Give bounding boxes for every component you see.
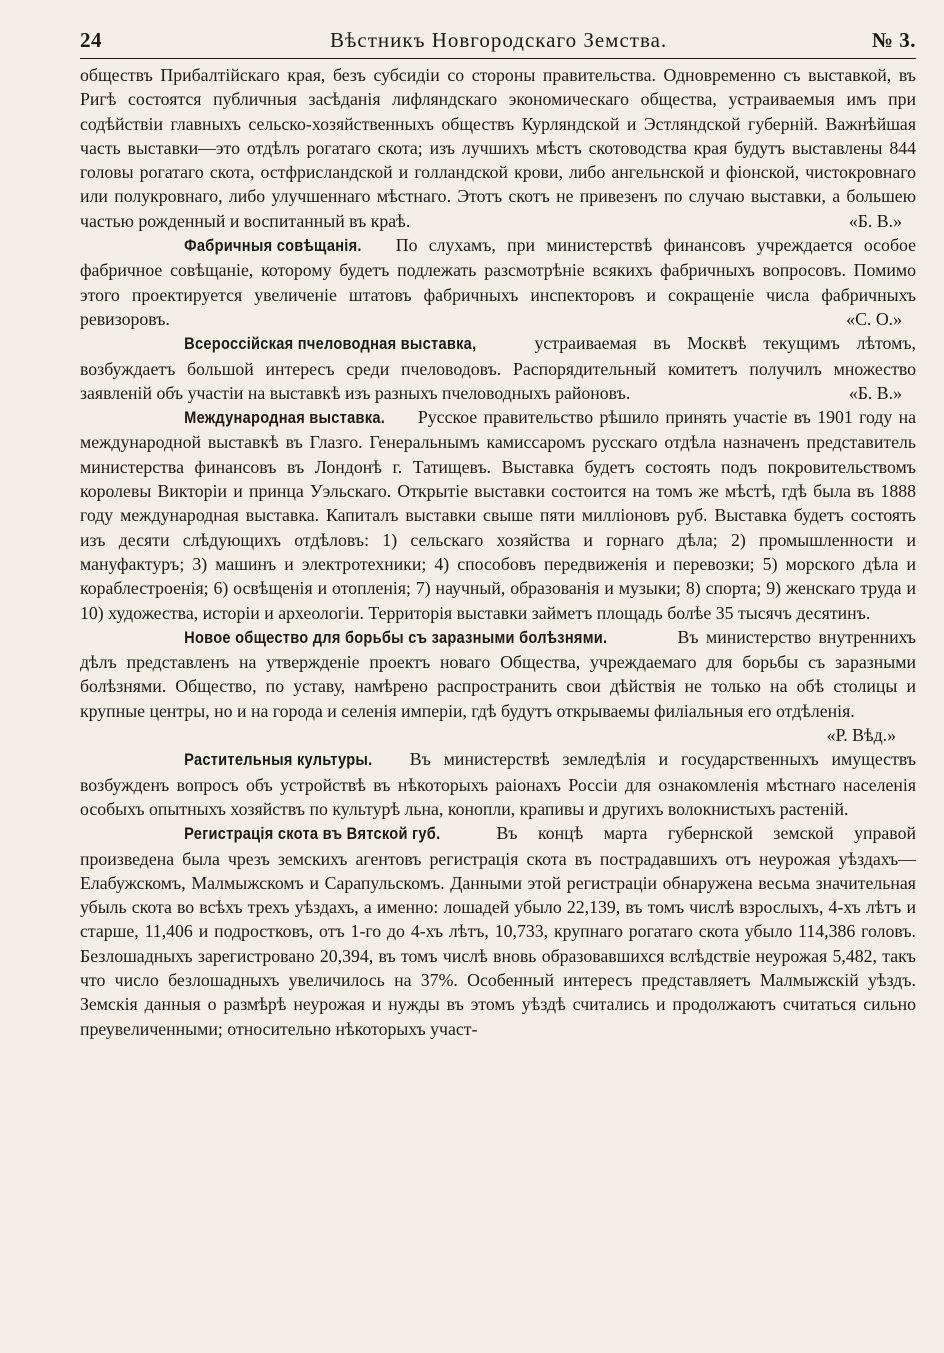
issue-number: № 3. <box>871 28 916 52</box>
news-item-plant-cultures <box>80 747 916 821</box>
news-item-international-exhibition <box>80 405 916 625</box>
item-heading: Всероссійская пчеловодная выставка, <box>184 334 477 354</box>
item-heading: Растительныя культуры. <box>184 750 373 770</box>
article-continuation <box>80 63 916 233</box>
page-number: 24 <box>80 28 102 52</box>
source-citation: «С. О.» <box>846 308 902 329</box>
item-text: Въ концѣ марта губернской земской управой произведена была чрезъ земскихъ агентовъ регистрація скота въ пострадавшихъ отъ неурожая уѣздахъ—Елабужскомъ, Малмыжскомъ и Сарапульскомъ. Данными этой регистраціи обнаружена весьма значительная убыль скота во всѣхъ трехъ уѣздахъ, а именно: лошадей убыло 22,139, въ томъ числѣ взрослыхъ, 4-хъ лѣтъ и старше, 11,406 и подростковъ, отъ 1-го до 4-хъ лѣтъ, 10,733, крупнаго рогатаго скота убыло 114,386 головъ. Безлошадныхъ зарегистровано 20,394, въ томъ числѣ вновь образовавшихся вслѣдствіе неурожая 5,482, такъ что число безлошадныхъ увеличилось на 37%. Особенный интересъ представляетъ Малмыжскій уѣздъ. Земскія данныя о размѣрѣ неурожая и нужды въ этомъ уѣздѣ считались и продолжаютъ считаться сильно преувеличенными; относительно нѣкоторыхъ участ- <box>80 823 916 1039</box>
item-heading: Новое общество для борьбы съ заразными болѣзнями. <box>184 627 608 647</box>
news-item-disease-society <box>80 625 916 747</box>
header-rule <box>80 58 916 59</box>
source-citation: «Б. В.» <box>848 210 902 231</box>
source-citation: «Б. В.» <box>848 382 902 403</box>
item-text: Русское правительство рѣшило принять участіе въ 1901 году на международной выставкѣ въ Глазго. Генеральнымъ камиссаромъ русскаго отдѣла назначенъ представитель министерства финансовъ въ Лондонѣ г. Татищевъ. Выставка будетъ состоять подъ покровительствомъ королевы Викторіи и принца Уэльскаго. Открытіе выставки состоится на томъ же мѣстѣ, гдѣ была въ 1888 году международная выставка. Капиталъ выставки свыше пяти милліоновъ руб. Выставка будетъ состоять изъ десяти слѣдующихъ отдѣловъ: 1) сельскаго хозяйства и горнаго дѣла; 2) промышленности и мануфактуръ; 3) машинъ и электротехники; 4) способовъ передвиженія и перевозки; 5) морского дѣла и кораблестроенія; 6) освѣщенія и отопленія; 7) научный, образованія и музыки; 8) спорта; 9) женскаго труда и 10) художества, исторіи и археологіи. Территорія выставки займетъ площадь болѣе 35 тысячъ десятинъ. <box>80 407 916 623</box>
item-text: Въ министерствѣ земледѣлія и государственныхъ имуществъ возбужденъ вопросъ объ устройствѣ въ нѣкоторыхъ раіонахъ Россіи для ознакомленія мѣстнаго населенія особыхъ опытныхъ хозяйствъ по культурѣ льна, конопли, крапивы и другихъ волокнистыхъ растеній. <box>80 749 916 819</box>
item-heading: Регистрація скота въ Вятской губ. <box>184 824 441 844</box>
news-item-livestock-registration <box>80 821 916 1041</box>
news-item-factory <box>80 233 916 331</box>
item-text: Въ министерство внутреннихъ дѣлъ представленъ на утвержденіе проектъ новаго Общества, учреждаемаго для борьбы съ заразными болѣзнями. Общество, по уставу, намѣрено распространить свои дѣйствія не только на обѣ столицы и крупные центры, но и на города и селенія имперіи, гдѣ будутъ открываемы филіальныя его отдѣленія. <box>80 626 916 721</box>
news-item-beekeeping <box>80 331 916 405</box>
item-text: По слухамъ, при министерствѣ финансовъ учреждается особое фабричное совѣщаніе, которому будетъ подлежать разсмотрѣніе всякихъ фабричныхъ вопросовъ. Помимо этого проектируется увеличеніе штатовъ фабричныхъ инспекторовъ и сокращеніе числа фабричныхъ ревизоровъ. <box>80 235 916 329</box>
item-heading: Фабричныя совѣщанія. <box>184 236 362 256</box>
item-text: устраиваемая въ Москвѣ текущимъ лѣтомъ, возбуждаетъ большой интересъ среди пчеловодовъ. Распорядительный комитетъ получилъ множество заявленій объ участіи на выставкѣ изъ разныхъ пчеловодныхъ районовъ. <box>80 333 916 403</box>
article-body <box>80 63 916 1041</box>
running-head <box>80 28 916 58</box>
paragraph-text: обществъ Прибалтійскаго края, безъ субсидіи со стороны правительства. Одновременно съ выставкой, въ Ригѣ состоятся публичныя засѣданія лифляндскаго экономическаго общества, устраиваемыя имъ при содѣйствіи главныхъ сельско-хозяйственныхъ обществъ Курляндской и Эстляндской губерній. Важнѣйшая часть выставки—это отдѣлъ рогатаго скота; изъ лучшихъ мѣстъ скотоводства края будутъ выставлены 844 головы рогатаго скота, остфрисландской и голландской крови, либо ангельнской и фіонской, чистокровнаго или полукровнаго, либо улучшеннаго мѣстнаго. Этотъ скотъ не привезенъ по случаю выставки, а большею частью рожденный и воспитанный въ краѣ. <box>80 65 916 231</box>
journal-title: Вѣстникъ Новгородскаго Земства. <box>330 28 668 52</box>
item-heading: Международная выставка. <box>184 408 386 428</box>
source-citation: «Р. Вѣд.» <box>826 725 896 746</box>
